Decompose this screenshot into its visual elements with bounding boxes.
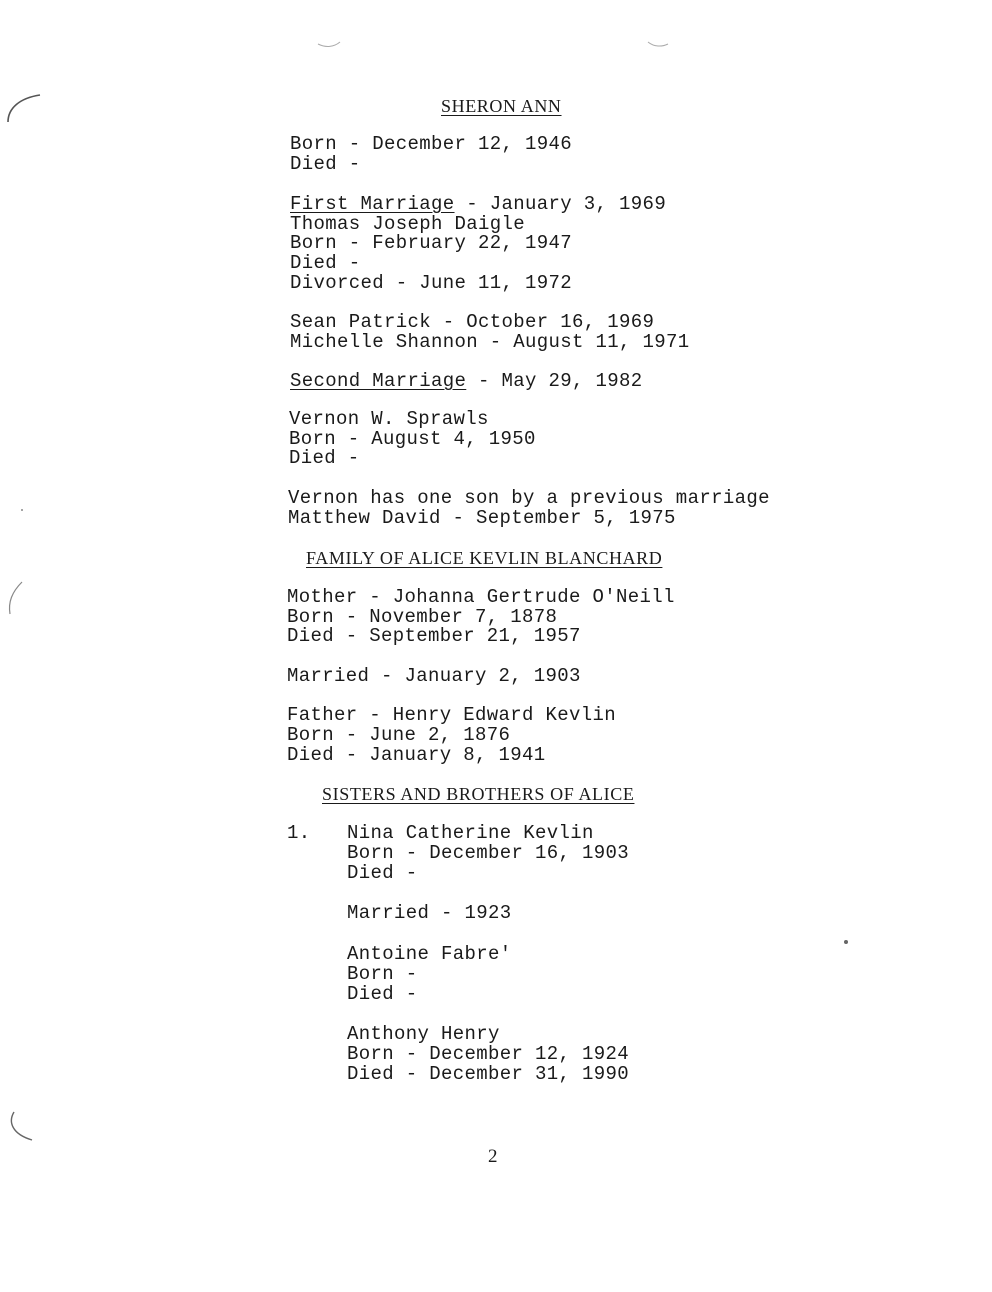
stepson-note: Vernon has one son by a previous marriage	[288, 487, 770, 509]
parents-married: Married - January 2, 1903	[287, 665, 581, 687]
second-marriage-label: Second Marriage	[290, 370, 467, 392]
sibling-married: Married - 1923	[347, 902, 512, 924]
father-born: Born - June 2, 1876	[287, 724, 511, 746]
first-marriage-label: First Marriage	[290, 193, 455, 215]
first-marriage-line	[290, 194, 666, 214]
sibling-child-born: Born - December 12, 1924	[347, 1043, 630, 1065]
mother-died: Died - September 21, 1957	[287, 625, 581, 647]
sheron-born: Born - December 12, 1946	[290, 133, 573, 155]
spouse2-born: Born - August 4, 1950	[289, 428, 536, 450]
child-michelle: Michelle Shannon - August 11, 1971	[290, 331, 690, 353]
stepson: Matthew David - September 5, 1975	[288, 507, 676, 529]
second-marriage-date: - May 29, 1982	[466, 370, 643, 392]
sibling-number: 1.	[287, 822, 311, 844]
mother-born: Born - November 7, 1878	[287, 606, 558, 628]
sibling-child-died: Died - December 31, 1990	[347, 1063, 630, 1085]
first-marriage-date: - January 3, 1969	[454, 193, 667, 215]
section-heading-sheron-ann: SHERON ANN	[441, 96, 562, 116]
page-number: 2	[488, 1146, 498, 1167]
spouse2-name: Vernon W. Sprawls	[289, 408, 489, 430]
child-sean: Sean Patrick - October 16, 1969	[290, 311, 655, 333]
sibling-spouse-born: Born -	[347, 963, 418, 985]
father: Father - Henry Edward Kevlin	[287, 704, 617, 726]
spouse1-born: Born - February 22, 1947	[290, 232, 573, 254]
section-heading-family: FAMILY OF ALICE KEVLIN BLANCHARD	[306, 548, 663, 568]
father-died: Died - January 8, 1941	[287, 744, 546, 766]
section-heading-siblings: SISTERS AND BROTHERS OF ALICE	[322, 784, 635, 804]
sibling-spouse-died: Died -	[347, 983, 418, 1005]
divorced: Divorced - June 11, 1972	[290, 272, 573, 294]
mother: Mother - Johanna Gertrude O'Neill	[287, 586, 675, 608]
second-marriage-line	[290, 371, 643, 391]
sibling-died: Died -	[347, 862, 418, 884]
sibling-born: Born - December 16, 1903	[347, 842, 630, 864]
sheron-died: Died -	[290, 153, 361, 175]
sibling-name: Nina Catherine Kevlin	[347, 822, 594, 844]
sibling-child: Anthony Henry	[347, 1023, 500, 1045]
spouse2-died: Died -	[289, 447, 360, 469]
spouse1-name: Thomas Joseph Daigle	[290, 213, 526, 235]
sibling-spouse: Antoine Fabre'	[347, 943, 512, 965]
spouse1-died: Died -	[290, 252, 361, 274]
